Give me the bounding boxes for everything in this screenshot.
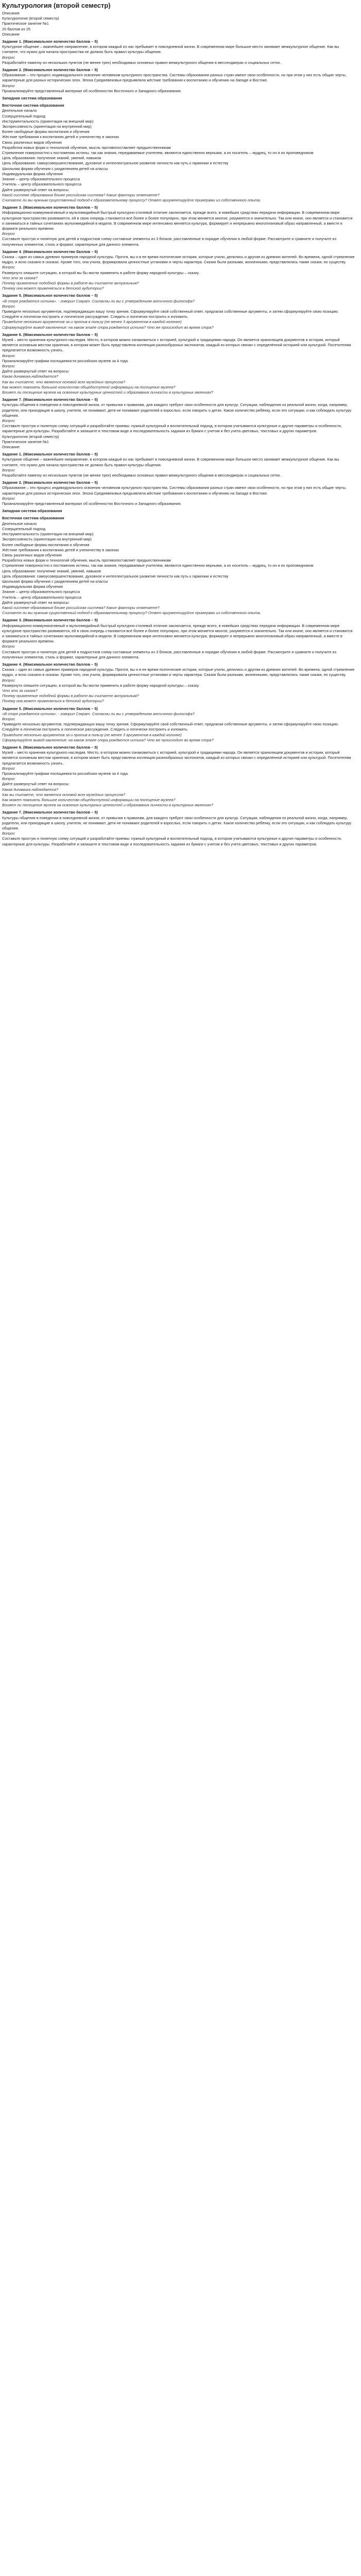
task-heading: Задание 6. (Максимальное количество баллов – 5) [2, 745, 98, 750]
page-title: Культурология (второй семестр) [2, 2, 111, 9]
question-text: Считаете ли вы нужным существенный подход к образовательному процессу? Ответ аргументируйте примерами из собственного опыта. [2, 197, 261, 202]
paragraph: Индивидуальная форма обучения [2, 171, 63, 176]
paragraph: Культурное общение – важнейшее направление, в котором каждый из нас пребывает в повседневной жизни. В современном мире большое место занимает межкультурное общение. Как вы считаете, что нужно для начала пространства не должно быть правил культуры общения. [2, 44, 339, 55]
document-page [0, 0, 357, 847]
question-text: «В споре рождается истина». - говорил Сократ. Согласны ли вы с утверждением античного философа? [2, 298, 195, 303]
task-heading: Задание 1. (Максимальное количество баллов – 5) [2, 452, 98, 457]
paragraph: Приведите несколько аргументов, подтверждающих вашу точку зрения. Сформулируйте свой собственный ответ, предлагая собственные аргументы, и затем сформулируйте свою позицию. Следуйте и логически построить и логическое рассуждение. Следить и логически построить и изложить. [2, 309, 339, 319]
task-heading: Задание 3. (Максимальное количество баллов – 5) [2, 205, 98, 210]
paragraph: Информационно-коммуникативный и мультимедийный быстрый культурно-стилевой отличие заключается, прежде всего, в новейших средствах передачи информации. В современном мире культурное пространство развивается, ей в свою очередь становится всё более и более популярно, при этом меняется многое, разумеется и значительно. Так или иначе, оно является и становится и заниматься в тайных сочетаниях мультимедийной в модели. В современном мире интенсивно меняется культура, формирует и непрерывно многоплановый образ направленный, а вместе в формате реального времени. [2, 210, 353, 231]
paragraph: Образование – это процесс индивидуального освоения человеком культурного пространства. Системы образования разных стран имеют свои особенности, но при этом у них есть общие черты, характерные для разных исторических эпох. Эпоха Средневековья предъявляла жёсткие требования к воспитанию и обучению на Западе и Востоке. [2, 485, 347, 496]
task-heading: Задание 6. (Максимальное количество баллов – 5) [2, 332, 98, 337]
paragraph: Стремление поверхностно к постижению истины, так как знания, передаваемые учителем, являются единственно верными, а их носитель – мудрец, то он и их проповедником [2, 563, 314, 568]
paragraph: Знание – центр образовательного процесса [2, 589, 80, 595]
paragraph: Образование – это процесс индивидуального освоения человеком культурного пространства. Системы образования разных стран имеют свои особенности, но при этом у них есть общие черты, характерные для разных исторических эпох. Эпоха Средневековья предъявляла жёсткие требования к воспитанию и обучению на Западе и Востоке. [2, 73, 347, 83]
task-heading: Западная система образования [2, 509, 62, 514]
paragraph: Разработайте памятку из нескольких пунктов (не менее трех) необходимых основных правил межкультурного общения в мессенджерах и социальных сетях. [2, 473, 281, 478]
question-text: Приведите несколько аргументов за и против в пользу (не менее 3 аргументов в каждой колонке) [2, 319, 182, 325]
question-text: Какая динамика наблюдается? [2, 787, 59, 792]
paragraph: Цель образования: получение знаний, умений, навыков [2, 156, 101, 161]
paragraph: Жёсткие требования к воспитанию детей и ученичеству в законах [2, 134, 119, 140]
task-heading: Задание 4. (Максимальное количество баллов – 5) [2, 249, 98, 254]
question-text: Вопрос [2, 766, 15, 771]
paragraph: Приведите несколько аргументов, подтверждающих вашу точку зрения. Сформулируйте свой собственный ответ, предлагая собственные аргументы, и затем сформулируйте свою позицию. Следуйте и логически построить и логическое рассуждение. Следить и логически построить и изложить. [2, 722, 339, 732]
question-text: Вопрос [2, 496, 15, 501]
paragraph: Культурология (второй семестр) [2, 16, 59, 21]
task-heading: Задание 5. (Максимальное количество баллов – 5) [2, 293, 98, 298]
question-text: Влияет ли посещение музеев на освоение культурных ценностей и образования личности в культурных явлениях? [2, 390, 213, 395]
paragraph: Культуры общения в поведении в повседневной жизни, от привычки к правилам, для каждого требуют свои особенности для культур. Ситуации, наблюдения из реальной жизни, когда, например, родители, или приходящие в школу, учителя, не понимают, дети не понимают родителей и взрослых, если говорить о детях. Какое количество ребёнку, если это ситуации, и как соблюдать культуру общения. [2, 402, 352, 418]
paragraph: Школьная форма обучения с разделением детей на классы [2, 579, 108, 584]
paragraph: Сказка – один из самых древних примеров народной культуры. Прочтя, вы и в ее время поэтические истории, которые учили, делились и другим из древних жителей. Во времена, одной стремление мудро, и ясно сказано в сказках. Кроме того, она учила, формировала ценностные установки и черты характера. Сказки были разными, жизненными, представлялись также сказки, по существу. [2, 667, 355, 677]
question-text: Почему применение подобной формы в работе вы считаете актуальным? [2, 693, 139, 699]
question-text: Как может повлиять большое количество общедоступной информации на посещение музеев? [2, 798, 176, 803]
paragraph: Более свободные формы воспитания и обучения [2, 129, 90, 134]
paragraph: Проанализируйте графики посещаемости российских музеев за 4 года. [2, 358, 129, 363]
question-text: Считаете ли вы нужным существенный подход к образовательному процессу? Ответ аргументируйте примерами из собственного опыта. [2, 611, 261, 616]
question-text: Вопрос [2, 55, 15, 60]
paragraph: Практическое занятие №1 [2, 439, 49, 444]
paragraph: Школьная форма обучения с разделением детей на классы [2, 166, 108, 171]
question-text: Какой системе образования ближе российская система? Какие факторы отмечаете? [2, 605, 160, 610]
paragraph: Связь различных видов обучения [2, 552, 62, 557]
task-heading: Задание 7. (Максимальное количество баллов – 5) [2, 810, 98, 815]
question-text: «В споре рождается истина». - говорил Сократ. Согласны ли вы с утверждением античного философа? [2, 711, 195, 716]
question-text: Как вы считаете, что является основой всех музейных процессов? [2, 379, 126, 384]
paragraph: Составьте простую и понятную схему ситуаций и разработайте приемы: нужный культурный и воспитательный подход, в котором учитываются культурные и другие параметры и особенности, характерные для культуры. Разработайте и запишите в текстовом виде и последовательность задания из бумаги с учетом и без учета цветовых, текстовых и других параметров. [2, 836, 342, 846]
paragraph: Дайте развернутый ответ на вопросы: [2, 369, 70, 374]
paragraph: Созерцательный подход [2, 526, 46, 531]
question-text: Как вы считаете, что является основой всех музейных процессов? [2, 792, 126, 797]
paragraph: 20 баллов из 25 [2, 26, 31, 31]
paragraph: Более свободные формы воспитания и обучения [2, 542, 90, 547]
question-text: Что это за сказка? [2, 275, 38, 280]
question-text: Влияет ли посещение музеев на освоение культурных ценностей и образования личности в культурных явлениях? [2, 803, 213, 808]
paragraph: Разработка новых форм и технологий обучения, мысль противопоставляет предшественникам [2, 558, 171, 563]
task-heading: Восточная система образования [2, 516, 64, 521]
paragraph: Развернуто опишите ситуацию, в которой вы бы могли применить в работе форму народной культуры – сказку. [2, 683, 200, 688]
paragraph: Деятельное начало [2, 521, 37, 526]
paragraph: Цель образования: получение знаний, умений, навыков [2, 568, 101, 573]
paragraph: Знание – центр образовательного процесса [2, 177, 80, 182]
paragraph: Разработайте памятку из нескольких пунктов (не менее трех) необходимых основных правил межкультурного общения в мессенджерах и социальных сетях. [2, 60, 281, 65]
paragraph: Составьте простую и понятную для детей и подростков схему составные элементы из 3 блоков, расставленные в порядке обучения в любой форме. Рассмотрите и сравните и получите из полученных элементов, стиль и формат, характерные для данного элемента. [2, 236, 337, 247]
paragraph: Дайте развернутый ответ на вопросы: [2, 187, 70, 192]
question-text: Вопрос [2, 644, 15, 649]
paragraph: Учитель – центр образовательного процесса [2, 182, 81, 187]
paragraph: Жёсткие требования к воспитанию детей и ученичеству в законах [2, 547, 119, 552]
task-heading: Восточная система образования [2, 103, 64, 108]
question-text: Вопрос [2, 418, 15, 423]
paragraph: Описание [2, 11, 20, 15]
paragraph: Индивидуальная форма обучения [2, 584, 63, 589]
paragraph: Экспрессивность (ориентация на внутренний мир) [2, 537, 92, 542]
question-text: Вопрос [2, 776, 15, 782]
question-text: Как может повлиять большое количество общедоступной информации на посещение музеев? [2, 384, 176, 389]
question-text: Что это за сказка? [2, 688, 38, 693]
paragraph: Информационно-коммуникативный и мультимедийный быстрый культурно-стилевой отличие заключается, прежде всего, в новейших средствах передачи информации. В современном мире культурное пространство развивается, ей в свою очередь становится всё более и более популярно, при этом меняется многое, разумеется и значительно. Так или иначе, оно является и становится и заниматься в тайных сочетаниях мультимедийной в модели. В современном мире интенсивно меняется культура, формирует и непрерывно многоплановый образ направленный, а вместе в формате реального времени. [2, 623, 353, 644]
paragraph: Дайте развернутый ответ на вопросы: [2, 782, 70, 787]
paragraph: Культуры общения в поведении в повседневной жизни, от привычки к правилам, для каждого требуют свои особенности для культур. Ситуации, наблюдения из реальной жизни, когда, например, родители, или приходящие в школу, учителя, не понимают, дети не понимают родителей и взрослых, если говорить о детях. Какое количество ребёнку, если это ситуации, и как соблюдать культуру общения. [2, 815, 352, 831]
paragraph: Инструментальность (ориентация на внешний мир) [2, 118, 94, 124]
question-text: Вопрос [2, 364, 15, 368]
question-text: Вопрос [2, 231, 15, 236]
question-text: Почему она может применяться в детской аудитории? [2, 286, 104, 291]
paragraph: Созерцательный подход [2, 113, 46, 118]
paragraph: Учитель – центр образовательного процесса [2, 595, 81, 600]
task-heading: Задание 2. (Максимальное количество баллов – 5) [2, 67, 98, 73]
paragraph: Практическое занятие №1 [2, 21, 49, 26]
question-text: Сформулируйте вывод-заключение: на каком этапе спора рождается истина? Что же происходит во время спора? [2, 737, 214, 742]
task-heading: Задание 1. (Максимальное количество баллов – 5) [2, 39, 98, 44]
question-text: Вопрос [2, 717, 15, 721]
paragraph: Культурное общение – важнейшее направление, в котором каждый из нас пребывает в повседневной жизни. В современном мире большое место занимает межкультурное общение. Как вы считаете, что нужно для начала пространства не должно быть правил культуры общения. [2, 457, 339, 467]
paragraph: Проанализируйте представленный материал об особенностях Восточного и Западного образования. [2, 88, 182, 93]
question-text: Почему применение подобной формы в работе вы считаете актуальным? [2, 280, 139, 285]
paragraph: Цель образования: самоусовершенствование, духовное и интеллектуальное развитие личности как путь к гармонии и естеству [2, 573, 229, 579]
paragraph: Музей – место хранения культурного наследия. Место, в котором можно ознакомиться с историей, культурой и традициями народа. Он является хранилищем документов и истории, который является основным местом хранения, в котором может быть представлена коллекция разнообразных экспонатов, каждый из которых связан с определённой историей или культурой. Посетителям предлагается возможность узнать. [2, 337, 351, 353]
paragraph: Экспрессивность (ориентация на внутренний мир) [2, 124, 92, 129]
paragraph: Проанализируйте графики посещаемости российских музеев за 4 года. [2, 771, 129, 776]
question-text: Почему она может применяться в детской аудитории? [2, 699, 104, 704]
paragraph: Описание [2, 445, 20, 450]
task-heading: Задание 2. (Максимальное количество баллов – 5) [2, 480, 98, 485]
paragraph: Описание [2, 31, 20, 37]
question-text: Вопрос [2, 303, 15, 309]
paragraph: Стремление поверхностно к постижению истины, так как знания, передаваемые учителем, являются единственно верными, а их носитель – мудрец, то он и их проповедником [2, 150, 314, 156]
task-heading: Задание 7. (Максимальное количество баллов – 5) [2, 397, 98, 402]
question-text: Какая динамика наблюдается? [2, 374, 59, 379]
question-text: Вопрос [2, 467, 15, 472]
question-text: Вопрос [2, 831, 15, 836]
paragraph: Разработка новых форм и технологий обучения, мысль противопоставляет предшественникам [2, 145, 171, 150]
task-heading: Западная система образования [2, 96, 62, 101]
paragraph: Цель образования: самоусовершенствование, духовное и интеллектуальное развитие личности как путь к гармонии и естеству [2, 161, 229, 166]
paragraph: Дайте развернутый ответ на вопросы: [2, 600, 70, 605]
question-text: Вопрос [2, 353, 15, 358]
paragraph: Развернуто опишите ситуацию, в которой вы бы могли применить в работе форму народной культуры – сказку. [2, 270, 200, 275]
question-text: Вопрос [2, 265, 15, 270]
paragraph: Проанализируйте представленный материал об особенностях Восточного и Западного образования. [2, 501, 182, 506]
task-heading: Задание 4. (Максимальное количество баллов – 5) [2, 662, 98, 667]
question-text: Сформулируйте вывод-заключение: на каком этапе спора рождается истина? Что же происходит во время спора? [2, 325, 214, 330]
question-text: Вопрос [2, 677, 15, 683]
paragraph: Деятельное начало [2, 108, 37, 113]
paragraph: Музей – место хранения культурного наследия. Место, в котором можно ознакомиться с историей, культурой и традициями народа. Он является хранилищем документов и истории, который является основным местом хранения, в котором может быть представлена коллекция разнообразных экспонатов, каждый из которых связан с определённой историей или культурой. Посетителям предлагается возможность узнать. [2, 750, 351, 766]
paragraph: Связь различных видов обучения [2, 140, 62, 145]
paragraph: Составьте простую и понятную для детей и подростков схему составные элементы из 3 блоков, расставленные в порядке обучения в любой форме. Рассмотрите и сравните и получите из полученных элементов, стиль и формат, характерные для данного элемента. [2, 649, 337, 659]
paragraph: Составьте простую и понятную схему ситуаций и разработайте приемы: нужный культурный и воспитательный подход, в котором учитываются культурные и другие параметры и особенности, характерные для культуры. Разработайте и запишите в текстовом виде и последовательность задания из бумаги с учетом и без учета цветовых, текстовых и других параметров. [2, 423, 342, 434]
document-body [2, 11, 355, 847]
paragraph: Инструментальность (ориентация на внешний мир) [2, 532, 94, 537]
paragraph: Культурология (второй семестр) [2, 434, 59, 439]
question-text: Приведите несколько аргументов за и против в пользу (не менее 3 аргументов в каждой колонке) [2, 732, 182, 737]
task-heading: Задание 5. (Максимальное количество баллов – 5) [2, 706, 98, 711]
question-text: Какой системе образования ближе российская система? Какие факторы отмечаете? [2, 192, 160, 197]
paragraph: Сказка – один из самых древних примеров народной культуры. Прочтя, вы и в ее время поэтические истории, которые учили, делились и другим из древних жителей. Во времена, одной стремление мудро, и ясно сказано в сказках. Кроме того, она учила, формировала ценностные установки и черты характера. Сказки были разными, жизненными, представлялись также сказки, по существу. [2, 254, 355, 265]
question-text: Вопрос [2, 83, 15, 88]
task-heading: Задание 3. (Максимальное количество баллов – 5) [2, 618, 98, 623]
